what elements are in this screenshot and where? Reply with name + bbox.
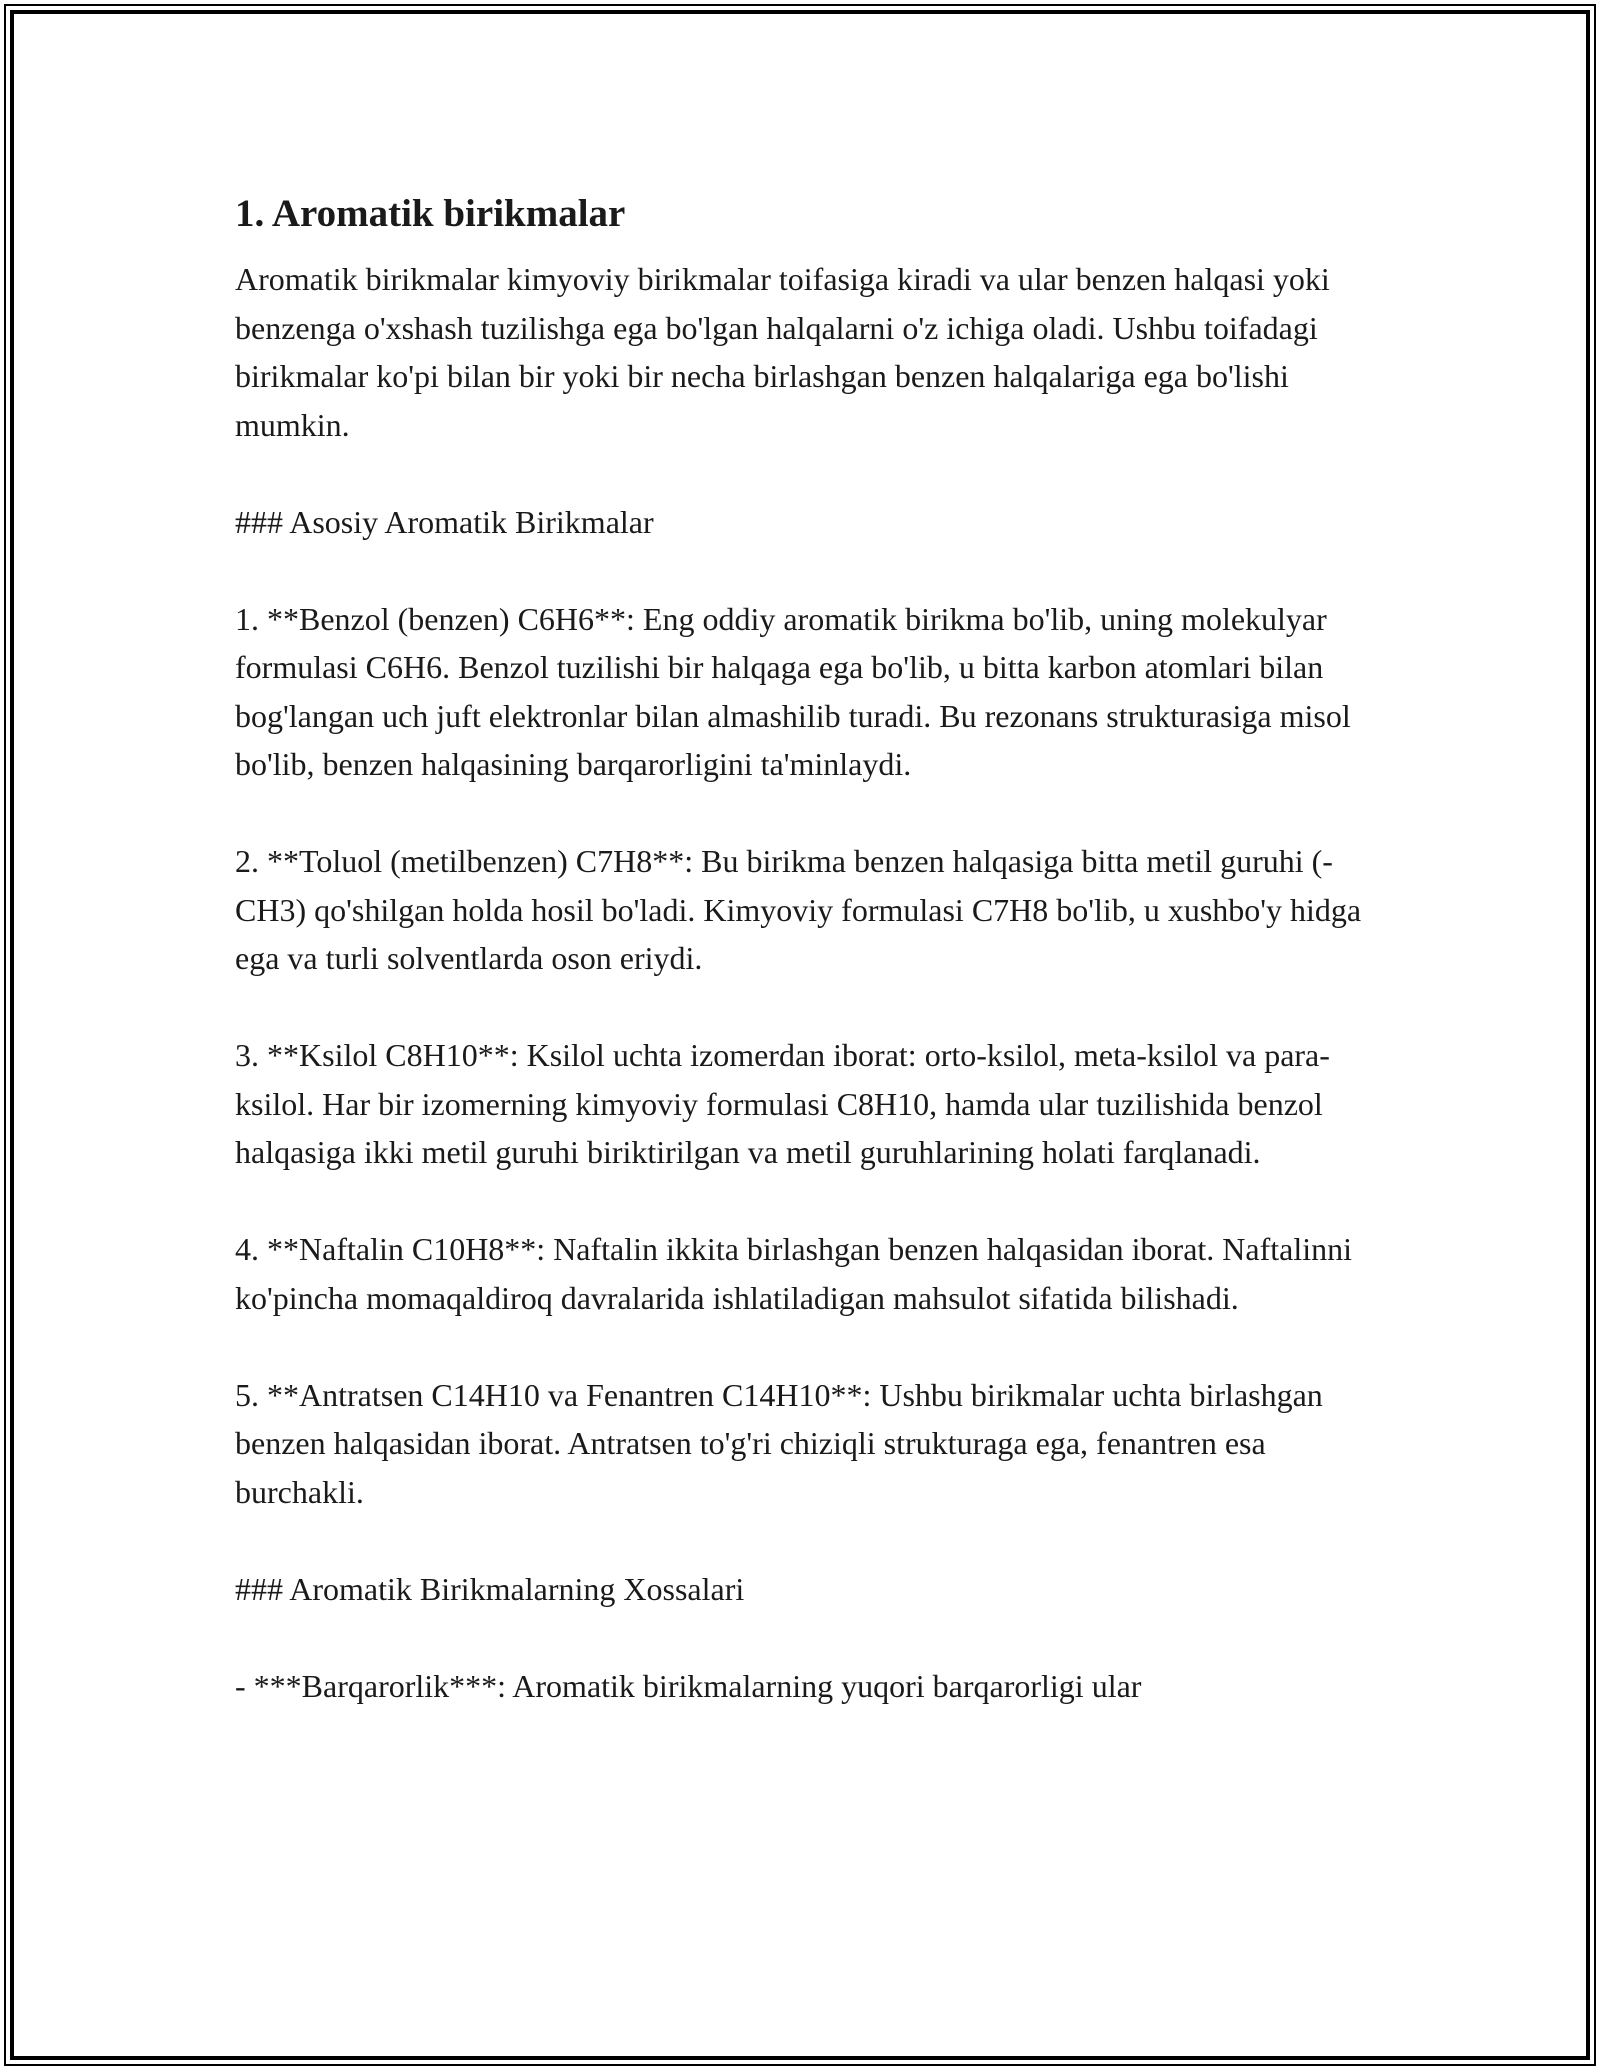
list-item-ksilol: 3. **Ksilol C8H10**: Ksilol uchta izomerdan iborat: orto-ksilol, meta-ksilol va para-ksilol. Har bir izomerning kimyoviy formulasi C8H10, hamda ular tuzilishida benzol halqasiga ikki metil guruhi biriktirilgan va metil guruhlarining holati farqlanadi.	[235, 1037, 1330, 1170]
section-heading-properties: ### Aromatik Birikmalarning Xossalari	[235, 1570, 745, 1607]
bullet-item-barqarorlik: - ***Barqarorlik***: Aromatik birikmalarning yuqori barqarorligi ular	[235, 1667, 1142, 1704]
intro-paragraph: Aromatik birikmalar kimyoviy birikmalar toifasiga kiradi va ular benzen halqasi yoki benzenga o'xshash tuzilishga ega bo'lgan halqalarni o'z ichiga oladi. Ushbu toifadagi birikmalar ko'pi bilan bir yoki bir necha birlashgan benzen halqalariga ega bo'lishi mumkin.	[235, 261, 1330, 443]
section-heading-main-compounds: ### Asosiy Aromatik Birikmalar	[235, 503, 654, 540]
document-title: 1. Aromatik birikmalar	[235, 192, 626, 235]
document-body	[235, 183, 1375, 1759]
list-item-benzol: 1. **Benzol (benzen) C6H6**: Eng oddiy aromatik birikma bo'lib, uning molekulyar formulasi C6H6. Benzol tuzilishi bir halqaga ega bo'lib, u bitta karbon atomlari bilan bog'langan uch juft elektronlar bilan almashilib turadi. Bu rezonans strukturasiga misol bo'lib, benzen halqasining barqarorligini ta'minlaydi.	[235, 600, 1351, 782]
list-item-toluol: 2. **Toluol (metilbenzen) C7H8**: Bu birikma benzen halqasiga bitta metil guruhi (-CH3) qo'shilgan holda hosil bo'ladi. Kimyoviy formulasi C7H8 bo'lib, u xushbo'y hidga ega va turli solventlarda oson eriydi.	[235, 843, 1362, 976]
list-item-naftalin: 4. **Naftalin C10H8**: Naftalin ikkita birlashgan benzen halqasidan iborat. Naftalinni ko'pincha momaqaldiroq davralarida ishlatiladigan mahsulot sifatida bilishadi.	[235, 1231, 1353, 1316]
list-item-antratsen-fenantren: 5. **Antratsen C14H10 va Fenantren C14H10**: Ushbu birikmalar uchta birlashgan benzen halqasidan iborat. Antratsen to'g'ri chiziqli strukturaga ega, fenantren esa burchakli.	[235, 1376, 1323, 1510]
